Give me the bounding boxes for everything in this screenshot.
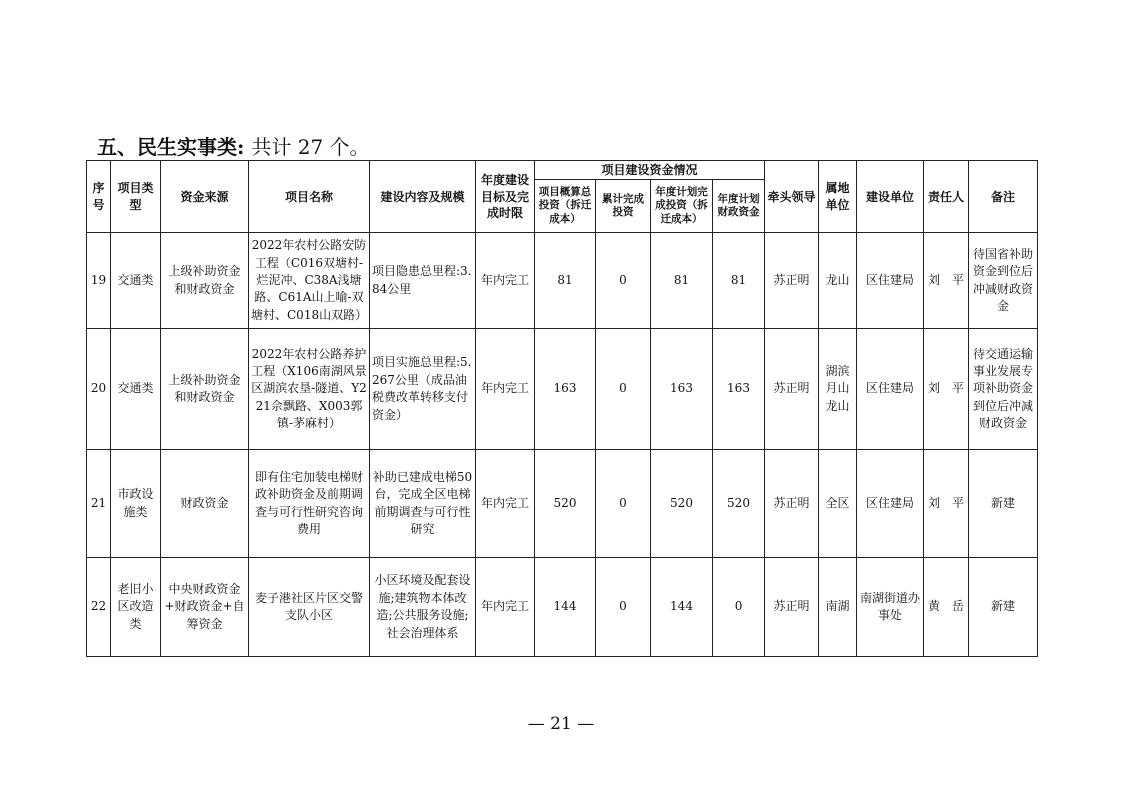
cell-remark: 新建 xyxy=(969,450,1038,558)
cell-remark: 待交通运输事业发展专项补助资金到位后冲减财政资金 xyxy=(969,329,1038,450)
cell-annual-fiscal: 81 xyxy=(713,233,765,329)
cell-name: 即有住宅加装电梯财政补助资金及前期调查与可行性研究咨询费用 xyxy=(249,450,370,558)
cell-owner: 刘 平 xyxy=(924,329,969,450)
cell-leader: 苏正明 xyxy=(765,233,819,329)
header-cumulative: 累计完成投资 xyxy=(596,180,651,233)
cell-owner: 刘 平 xyxy=(924,233,969,329)
cell-content: 项目隐患总里程:3.84公里 xyxy=(370,233,476,329)
cell-annual-plan: 520 xyxy=(651,450,713,558)
table-row xyxy=(87,233,1038,329)
cell-remark: 新建 xyxy=(969,558,1038,657)
cell-builder: 区住建局 xyxy=(857,329,924,450)
cell-owner: 黄 岳 xyxy=(924,558,969,657)
cell-total-invest: 144 xyxy=(535,558,596,657)
cell-name: 2022年农村公路安防工程（C016双塘村-烂泥冲、C38A浅塘路、C61A山上喻-双塘村、C018山双路） xyxy=(249,233,370,329)
cell-fund-source: 财政资金 xyxy=(161,450,249,558)
cell-annual-plan: 163 xyxy=(651,329,713,450)
cell-district: 湖滨月山龙山 xyxy=(819,329,857,450)
table-row xyxy=(87,450,1038,558)
cell-district: 全区 xyxy=(819,450,857,558)
cell-fund-source: 上级补助资金和财政资金 xyxy=(161,329,249,450)
cell-seq: 20 xyxy=(87,329,111,450)
cell-type: 老旧小区改造类 xyxy=(111,558,161,657)
header-seq: 序号 xyxy=(87,161,111,233)
header-name: 项目名称 xyxy=(249,161,370,233)
section-title xyxy=(97,131,370,160)
header-total-invest: 项目概算总投资（拆迁成本） xyxy=(535,180,596,233)
header-builder: 建设单位 xyxy=(857,161,924,233)
cell-target: 年内完工 xyxy=(476,558,535,657)
cell-content: 小区环境及配套设施;建筑物本体改造;公共服务设施;社会治理体系 xyxy=(370,558,476,657)
cell-seq: 22 xyxy=(87,558,111,657)
header-remark: 备注 xyxy=(969,161,1038,233)
header-annual-fiscal: 年度计划财政资金 xyxy=(713,180,765,233)
header-content: 建设内容及规模 xyxy=(370,161,476,233)
section-count: 共计 27 个。 xyxy=(251,135,370,159)
cell-cumulative: 0 xyxy=(596,329,651,450)
cell-annual-fiscal: 163 xyxy=(713,329,765,450)
header-leader: 牵头领导 xyxy=(765,161,819,233)
cell-total-invest: 520 xyxy=(535,450,596,558)
cell-content: 项目实施总里程:5.267公里（成品油税费改革转移支付资金） xyxy=(370,329,476,450)
cell-fund-source: 中央财政资金+财政资金+自筹资金 xyxy=(161,558,249,657)
header-fund-source: 资金来源 xyxy=(161,161,249,233)
cell-leader: 苏正明 xyxy=(765,329,819,450)
cell-cumulative: 0 xyxy=(596,558,651,657)
table-row xyxy=(87,329,1038,450)
cell-owner: 刘 平 xyxy=(924,450,969,558)
cell-type: 交通类 xyxy=(111,233,161,329)
cell-annual-plan: 144 xyxy=(651,558,713,657)
cell-annual-fiscal: 0 xyxy=(713,558,765,657)
cell-cumulative: 0 xyxy=(596,233,651,329)
cell-target: 年内完工 xyxy=(476,450,535,558)
cell-remark: 待国省补助资金到位后冲减财政资金 xyxy=(969,233,1038,329)
cell-content: 补助已建成电梯50台，完成全区电梯前期调查与可行性研究 xyxy=(370,450,476,558)
cell-builder: 南湖街道办事处 xyxy=(857,558,924,657)
cell-name: 2022年农村公路养护工程（X106南湖风景区湖滨农垦-隧道、Y221佘飘路、X003郭镇-茅麻村） xyxy=(249,329,370,450)
cell-target: 年内完工 xyxy=(476,329,535,450)
cell-builder: 区住建局 xyxy=(857,233,924,329)
cell-annual-fiscal: 520 xyxy=(713,450,765,558)
cell-fund-source: 上级补助资金和财政资金 xyxy=(161,233,249,329)
cell-type: 交通类 xyxy=(111,329,161,450)
cell-leader: 苏正明 xyxy=(765,450,819,558)
section-heading: 五、民生实事类: xyxy=(97,135,245,159)
table-header-row xyxy=(87,161,1038,180)
header-funds-group: 项目建设资金情况 xyxy=(535,161,765,180)
cell-seq: 21 xyxy=(87,450,111,558)
cell-builder: 区住建局 xyxy=(857,450,924,558)
page-number: — 21 — xyxy=(527,714,595,734)
header-target: 年度建设目标及完成时限 xyxy=(476,161,535,233)
cell-total-invest: 81 xyxy=(535,233,596,329)
cell-district: 龙山 xyxy=(819,233,857,329)
project-table xyxy=(86,160,1038,657)
header-district: 属地单位 xyxy=(819,161,857,233)
cell-cumulative: 0 xyxy=(596,450,651,558)
header-annual-plan: 年度计划完成投资（拆迁成本） xyxy=(651,180,713,233)
header-owner: 责任人 xyxy=(924,161,969,233)
cell-district: 南湖 xyxy=(819,558,857,657)
cell-name: 麦子港社区片区交警支队小区 xyxy=(249,558,370,657)
cell-annual-plan: 81 xyxy=(651,233,713,329)
cell-type: 市政设施类 xyxy=(111,450,161,558)
cell-leader: 苏正明 xyxy=(765,558,819,657)
table-row xyxy=(87,558,1038,657)
header-type: 项目类型 xyxy=(111,161,161,233)
cell-target: 年内完工 xyxy=(476,233,535,329)
cell-seq: 19 xyxy=(87,233,111,329)
cell-total-invest: 163 xyxy=(535,329,596,450)
